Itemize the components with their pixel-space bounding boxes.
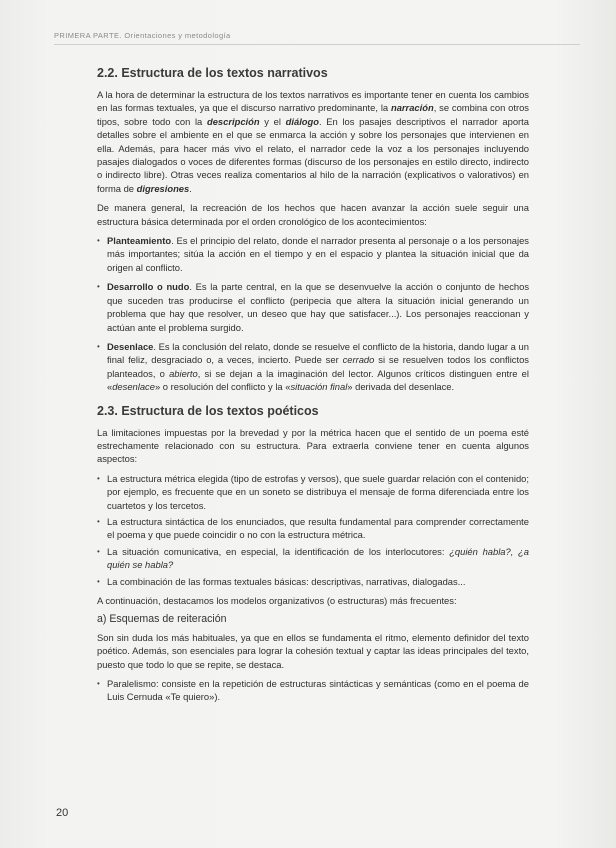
list-item-situacion: [97, 545, 529, 572]
term-desenlace: Desenlace: [107, 340, 154, 352]
reiteration-list: [97, 677, 529, 704]
term-planteamiento: Planteamiento: [107, 235, 172, 247]
text-run: . Es la parte central, en la que se desenvuelve la acción o conjunto de hechos que suceden tras producirse el conflicto (peripecia que altera la situación inicial generando un problema que hay que resolver, un deseo que hay que satisfacer...). Los personajes reaccionan y actúan ante el problema surgido.: [107, 281, 530, 333]
list-item-metrica: • La estructura métrica elegida (tipo de estrofas y versos), que suele guardar relación con el contenido; por ejemplo, es frecuente que en un soneto se distribuya el mensaje de forma diferenciada entre los cuartetos y los tercetos.: [97, 472, 529, 512]
text-run: . En los pasajes descriptivos el narrador aporta detalles sobre el ambiente en el que se enmarca la acción y sobre los personajes que intervienen en ella. Además, para hacer más vivo el relato, el narrador cede la voz a los personajes incluyendo pasajes dialogados o voces de diferentes formas (discurso de los personajes en estilo directo, indirecto o indirecto libre). Otras veces realiza comentarios al hilo de la narración (explicativos o valorativos) en forma de: [97, 115, 529, 194]
subsection-title: a) Esquemas de reiteración: [97, 613, 227, 626]
page-number: 20: [56, 807, 69, 819]
term-descripcion: descripción: [206, 115, 260, 127]
list-item-planteamiento: [97, 234, 529, 274]
text-run: , si se dejan a la imaginación del lector. Algunos críticos distinguen entre el «: [107, 367, 529, 393]
header-rule: [54, 44, 580, 45]
text-run: » o resolución del conflicto y la «: [154, 381, 291, 393]
poetic-aspects-list: [97, 472, 529, 588]
list-item-paralelismo: • Paralelismo: consiste en la repetición de estructuras sintácticas y semánticas (como en el poema de Luis Cernuda «Te quiero»).: [97, 677, 529, 704]
list-item-desenlace: [97, 340, 529, 394]
text-run: y el: [259, 115, 286, 127]
running-head: PRIMERA PARTE. Orientaciones y metodología: [54, 31, 231, 40]
term-narracion: narración: [390, 102, 434, 114]
term-desarrollo: Desarrollo o nudo: [107, 281, 190, 293]
term-dialogo: diálogo: [285, 115, 319, 127]
term-cerrado: cerrado: [342, 354, 375, 366]
text-run: , se combina con otros tipos, sobre todo con la: [97, 102, 529, 127]
text-run: La situación comunicativa, en especial, la identificación de los interlocutores:: [107, 545, 450, 557]
text-run: » derivada del desenlace.: [347, 381, 455, 393]
text-run: A la hora de determinar la estructura de los textos narrativos es importante tener en cuenta los cambios en las formas textuales, ya que el discurso narrativo predominante, la: [97, 89, 529, 114]
term-abierto: abierto: [169, 367, 198, 379]
text-run: . Es la conclusión del relato, donde se resuelve el conflicto de la historia, dando lugar a un final feliz, desgraciado o, a veces, incierto. Puede ser: [107, 340, 529, 366]
text-run: si se resuelven todos los conflictos planteados, o: [107, 354, 529, 379]
section-title-poetic: 2.3. Estructura de los textos poéticos: [97, 403, 319, 418]
term-desenlace-quote: desenlace: [112, 381, 155, 393]
page-body: [97, 66, 529, 710]
list-item-desarrollo: [97, 280, 529, 334]
interlocutor-questions: ¿quién habla?, ¿a quién se habla?: [107, 545, 529, 571]
text-run: .: [189, 182, 192, 194]
term-situacion-final: situación final: [290, 381, 348, 393]
section-title-narrative: 2.2. Estructura de los textos narrativos: [97, 66, 328, 80]
list-item-sintactica: • La estructura sintáctica de los enunciados, que resulta fundamental para comprender correctamente el poema y que puede coincidir o no con la estructura métrica.: [97, 515, 529, 542]
models-intro-paragraph: A continuación, destacamos los modelos organizativos (o estructuras) más frecuentes:: [97, 595, 457, 606]
narrative-structure-paragraph: De manera general, la recreación de los hechos que hacen avanzar la acción suele seguir una estructura básica determinada por el orden cronológico de los acontecimientos:: [97, 202, 529, 227]
poetic-intro-paragraph: La limitaciones impuestas por la brevedad y por la métrica hacen que el sentido de un poema esté estrechamente relacionado con su estructura. Para extraerla conviene tener en cuenta algunos aspectos:: [97, 426, 529, 465]
narrative-intro-paragraph: [97, 88, 529, 195]
reiteration-paragraph: Son sin duda los más habituales, ya que en ellos se fundamenta el ritmo, elemento definidor del texto poético. Además, son esenciales para lograr la cohesión textual y captar las ideas principales del texto, puesto que todo lo que se repite, se destaca.: [97, 631, 529, 670]
term-digresiones: digresiones: [136, 182, 190, 194]
narrative-structure-list: [97, 234, 529, 393]
list-item-formas: • La combinación de las formas textuales básicas: descriptivas, narrativas, dialogadas...: [97, 575, 529, 588]
text-run: . Es el principio del relato, donde el narrador presenta al personaje o a los personajes más importantes; sitúa la acción en el tiempo y en el espacio y plantea la situación inicial que da origen al conflicto.: [107, 235, 529, 273]
